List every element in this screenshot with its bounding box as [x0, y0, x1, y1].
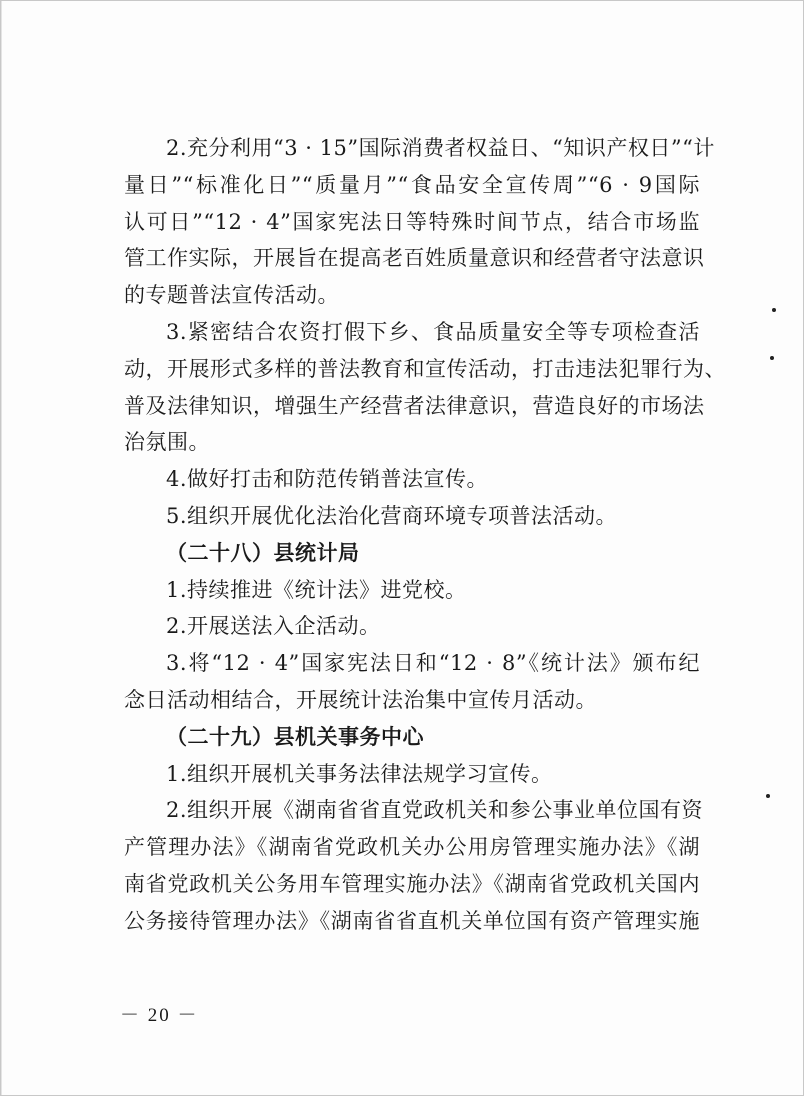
text-line: 2.开展送法入企活动。 — [166, 614, 381, 639]
text-line: 3.将“12 · 4”国家宪法日和“12 · 8”《统计法》颁布纪 — [166, 651, 700, 676]
text-line: 2.组织开展《湖南省省直党政机关和参公事业单位国有资 — [166, 798, 704, 823]
text-line: 认可日”“12 · 4”国家宪法日等特殊时间节点，结合市场监 — [124, 209, 700, 234]
text-line: 念日活动相结合，开展统计法治集中宣传月活动。 — [124, 687, 597, 712]
text-line: 1.组织开展机关事务法律法规学习宣传。 — [166, 761, 553, 786]
section-heading: （二十八）县统计局 — [166, 539, 360, 565]
text-line: 治氛围。 — [124, 430, 210, 455]
text-line: 公务接待管理办法》《湖南省省直机关单位国有资产管理实施 — [124, 908, 700, 933]
section-heading: （二十九）县机关事务中心 — [166, 723, 424, 749]
text-line: 动，开展形式多样的普法教育和宣传活动，打击违法犯罪行为、 — [124, 356, 726, 381]
text-line: 管工作实际，开展旨在提高老百姓质量意识和经营者守法意识 — [124, 246, 705, 271]
page-number: － 20 － — [120, 1005, 199, 1026]
scan-speck — [766, 794, 770, 798]
text-line: 5.组织开展优化法治化营商环境专项普法活动。 — [166, 503, 618, 528]
text-line: 2.充分利用“3 · 15”国际消费者权益日、“知识产权日”“计 — [166, 136, 715, 160]
text-line: 4.做好打击和防范传销普法宣传。 — [166, 467, 489, 492]
text-line: 的专题普法宣传活动。 — [124, 283, 339, 308]
text-line: 1.持续推进《统计法》进党校。 — [166, 577, 467, 602]
text-line: 南省党政机关公务用车管理实施办法》《湖南省党政机关国内 — [124, 871, 700, 896]
text-line: 量日”“标准化日”“质量月”“食品安全宣传周”“6 · 9国际 — [124, 172, 700, 197]
body-text — [124, 130, 726, 940]
text-line: 产管理办法》《湖南省党政机关办公用房管理实施办法》《湖 — [124, 835, 700, 860]
scan-speck — [770, 356, 774, 360]
scan-speck — [772, 308, 776, 312]
text-line: 普及法律知识，增强生产经营者法律意识，营造良好的市场法 — [124, 393, 705, 418]
text-line: 3.紧密结合农资打假下乡、食品质量安全等专项检查活 — [166, 319, 700, 344]
